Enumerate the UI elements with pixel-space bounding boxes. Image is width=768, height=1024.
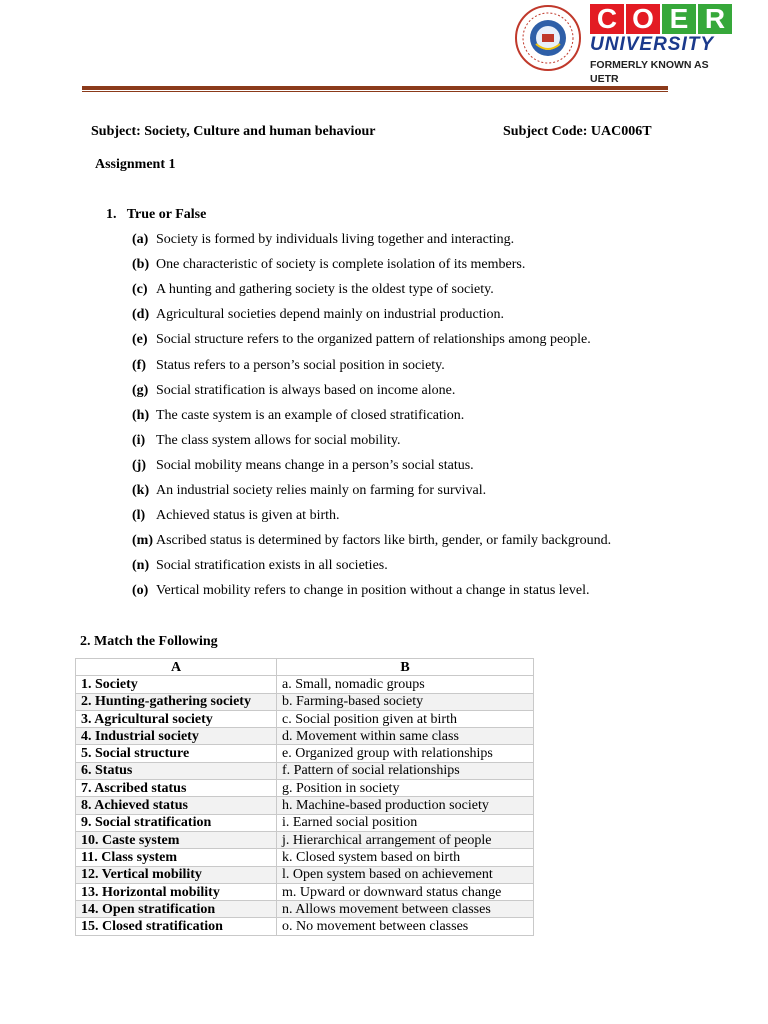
column-b-cell: g. Position in society bbox=[277, 780, 534, 797]
tf-item bbox=[132, 533, 611, 549]
tf-item-text: Agricultural societies depend mainly on industrial production. bbox=[156, 307, 504, 323]
assignment-title: Assignment 1 bbox=[95, 157, 176, 172]
tf-item bbox=[132, 433, 400, 449]
tf-item bbox=[132, 332, 591, 348]
tf-item bbox=[132, 358, 445, 374]
tf-item-label: (g) bbox=[132, 382, 149, 398]
tf-item bbox=[132, 282, 494, 298]
tf-item bbox=[132, 232, 514, 248]
column-a-cell: 13. Horizontal mobility bbox=[76, 883, 277, 900]
table-row bbox=[76, 849, 534, 866]
column-b-cell: m. Upward or downward status change bbox=[277, 883, 534, 900]
tf-item-label: (j) bbox=[132, 457, 146, 473]
tf-item-label: (e) bbox=[132, 332, 148, 348]
tf-item bbox=[132, 408, 464, 424]
column-a-cell: 11. Class system bbox=[76, 849, 277, 866]
tf-item-text: The class system allows for social mobility. bbox=[156, 432, 401, 448]
brand-letter: O bbox=[626, 4, 660, 34]
column-b-cell: k. Closed system based on birth bbox=[277, 849, 534, 866]
subject-code: Subject Code: UAC006T bbox=[503, 124, 652, 139]
tf-item bbox=[132, 307, 504, 323]
column-b-cell: i. Earned social position bbox=[277, 814, 534, 831]
tf-item-text: Social stratification exists in all societies. bbox=[156, 558, 388, 574]
column-a-cell: 14. Open stratification bbox=[76, 901, 277, 918]
column-b-cell: o. No movement between classes bbox=[277, 918, 534, 935]
column-b-cell: l. Open system based on achievement bbox=[277, 866, 534, 883]
column-a-cell: 9. Social stratification bbox=[76, 814, 277, 831]
table-row bbox=[76, 797, 534, 814]
tf-item-text: The caste system is an example of closed stratification. bbox=[156, 407, 465, 423]
column-a-cell: 12. Vertical mobility bbox=[76, 866, 277, 883]
column-b-cell: d. Movement within same class bbox=[277, 728, 534, 745]
brand-block bbox=[590, 3, 740, 85]
brand-letter: E bbox=[662, 4, 696, 34]
table-row bbox=[76, 745, 534, 762]
tf-item-text: A hunting and gathering society is the oldest type of society. bbox=[156, 282, 494, 298]
tf-item-text: Social stratification is always based on income alone. bbox=[156, 382, 456, 398]
tf-item bbox=[132, 458, 474, 474]
table-row bbox=[76, 831, 534, 848]
column-a-cell: 6. Status bbox=[76, 762, 277, 779]
column-b-cell: e. Organized group with relationships bbox=[277, 745, 534, 762]
column-a-cell: 4. Industrial society bbox=[76, 728, 277, 745]
tf-item-text: Achieved status is given at birth. bbox=[156, 508, 340, 524]
tf-item-label: (m) bbox=[132, 533, 153, 549]
tf-item-label: (i) bbox=[132, 432, 146, 448]
tf-item-label: (a) bbox=[132, 232, 149, 247]
table-row bbox=[76, 693, 534, 710]
tf-item-label: (c) bbox=[132, 282, 148, 298]
table-header-row bbox=[76, 659, 534, 676]
tf-item-label: (f) bbox=[132, 357, 146, 373]
tf-item-label: (h) bbox=[132, 407, 150, 423]
column-a-cell: 15. Closed stratification bbox=[76, 918, 277, 935]
table-row bbox=[76, 762, 534, 779]
brand-university: UNIVERSITY bbox=[590, 34, 715, 55]
column-b-header: B bbox=[277, 659, 534, 676]
column-b-cell: f. Pattern of social relationships bbox=[277, 762, 534, 779]
tf-item-text: Ascribed status is determined by factors like birth, gender, or family background. bbox=[156, 533, 612, 549]
table-row bbox=[76, 814, 534, 831]
tf-item-text: Society is formed by individuals living together and interacting. bbox=[156, 232, 515, 247]
column-a-cell: 8. Achieved status bbox=[76, 797, 277, 814]
university-logo bbox=[514, 3, 740, 85]
tf-item bbox=[132, 383, 455, 399]
tf-item-label: (d) bbox=[132, 307, 150, 323]
section2-title: 2. Match the Following bbox=[80, 634, 218, 649]
tf-item-text: One characteristic of society is complete isolation of its members. bbox=[156, 257, 526, 273]
tf-item-text: Social structure refers to the organized pattern of relationships among people. bbox=[156, 332, 591, 348]
section1-title: 1. True or False bbox=[106, 207, 207, 222]
column-a-cell: 10. Caste system bbox=[76, 831, 277, 848]
column-b-cell: a. Small, nomadic groups bbox=[277, 676, 534, 693]
brand-formerly: FORMERLY KNOWN AS UETR bbox=[590, 59, 709, 85]
tf-item bbox=[132, 257, 525, 273]
table-row bbox=[76, 728, 534, 745]
column-a-header: A bbox=[76, 659, 277, 676]
column-a-cell: 7. Ascribed status bbox=[76, 780, 277, 797]
column-b-cell: h. Machine-based production society bbox=[277, 797, 534, 814]
tf-item bbox=[132, 558, 388, 574]
table-row bbox=[76, 780, 534, 797]
brand-letter: C bbox=[590, 4, 624, 34]
tf-item bbox=[132, 583, 590, 599]
tf-item-text: An industrial society relies mainly on farming for survival. bbox=[156, 483, 487, 498]
column-a-cell: 3. Agricultural society bbox=[76, 710, 277, 727]
university-seal-icon bbox=[514, 4, 582, 72]
column-b-cell: n. Allows movement between classes bbox=[277, 901, 534, 918]
header-rule-thin bbox=[82, 91, 668, 92]
tf-item-text: Status refers to a person’s social position in society. bbox=[156, 357, 445, 373]
table-row bbox=[76, 710, 534, 727]
tf-item-text: Social mobility means change in a person’s social status. bbox=[156, 457, 474, 473]
match-table bbox=[75, 658, 534, 936]
tf-item-label: (l) bbox=[132, 508, 146, 524]
brand-letter: R bbox=[698, 4, 732, 34]
header-rule bbox=[82, 86, 668, 90]
tf-item bbox=[132, 508, 340, 524]
tf-item-label: (o) bbox=[132, 583, 149, 599]
table-row bbox=[76, 918, 534, 935]
table-row bbox=[76, 866, 534, 883]
column-a-cell: 1. Society bbox=[76, 676, 277, 693]
tf-item-label: (n) bbox=[132, 558, 150, 574]
column-a-cell: 2. Hunting-gathering society bbox=[76, 693, 277, 710]
tf-item-text: Vertical mobility refers to change in position without a change in status level. bbox=[156, 583, 590, 599]
tf-item-label: (k) bbox=[132, 483, 150, 498]
tf-item bbox=[132, 483, 486, 499]
table-row bbox=[76, 901, 534, 918]
subject-label: Subject: Society, Culture and human behaviour bbox=[91, 124, 376, 139]
brand-wordmark bbox=[590, 4, 740, 34]
column-a-cell: 5. Social structure bbox=[76, 745, 277, 762]
tf-item-label: (b) bbox=[132, 257, 150, 273]
column-b-cell: b. Farming-based society bbox=[277, 693, 534, 710]
table-row bbox=[76, 883, 534, 900]
column-b-cell: c. Social position given at birth bbox=[277, 710, 534, 727]
column-b-cell: j. Hierarchical arrangement of people bbox=[277, 831, 534, 848]
table-row bbox=[76, 676, 534, 693]
